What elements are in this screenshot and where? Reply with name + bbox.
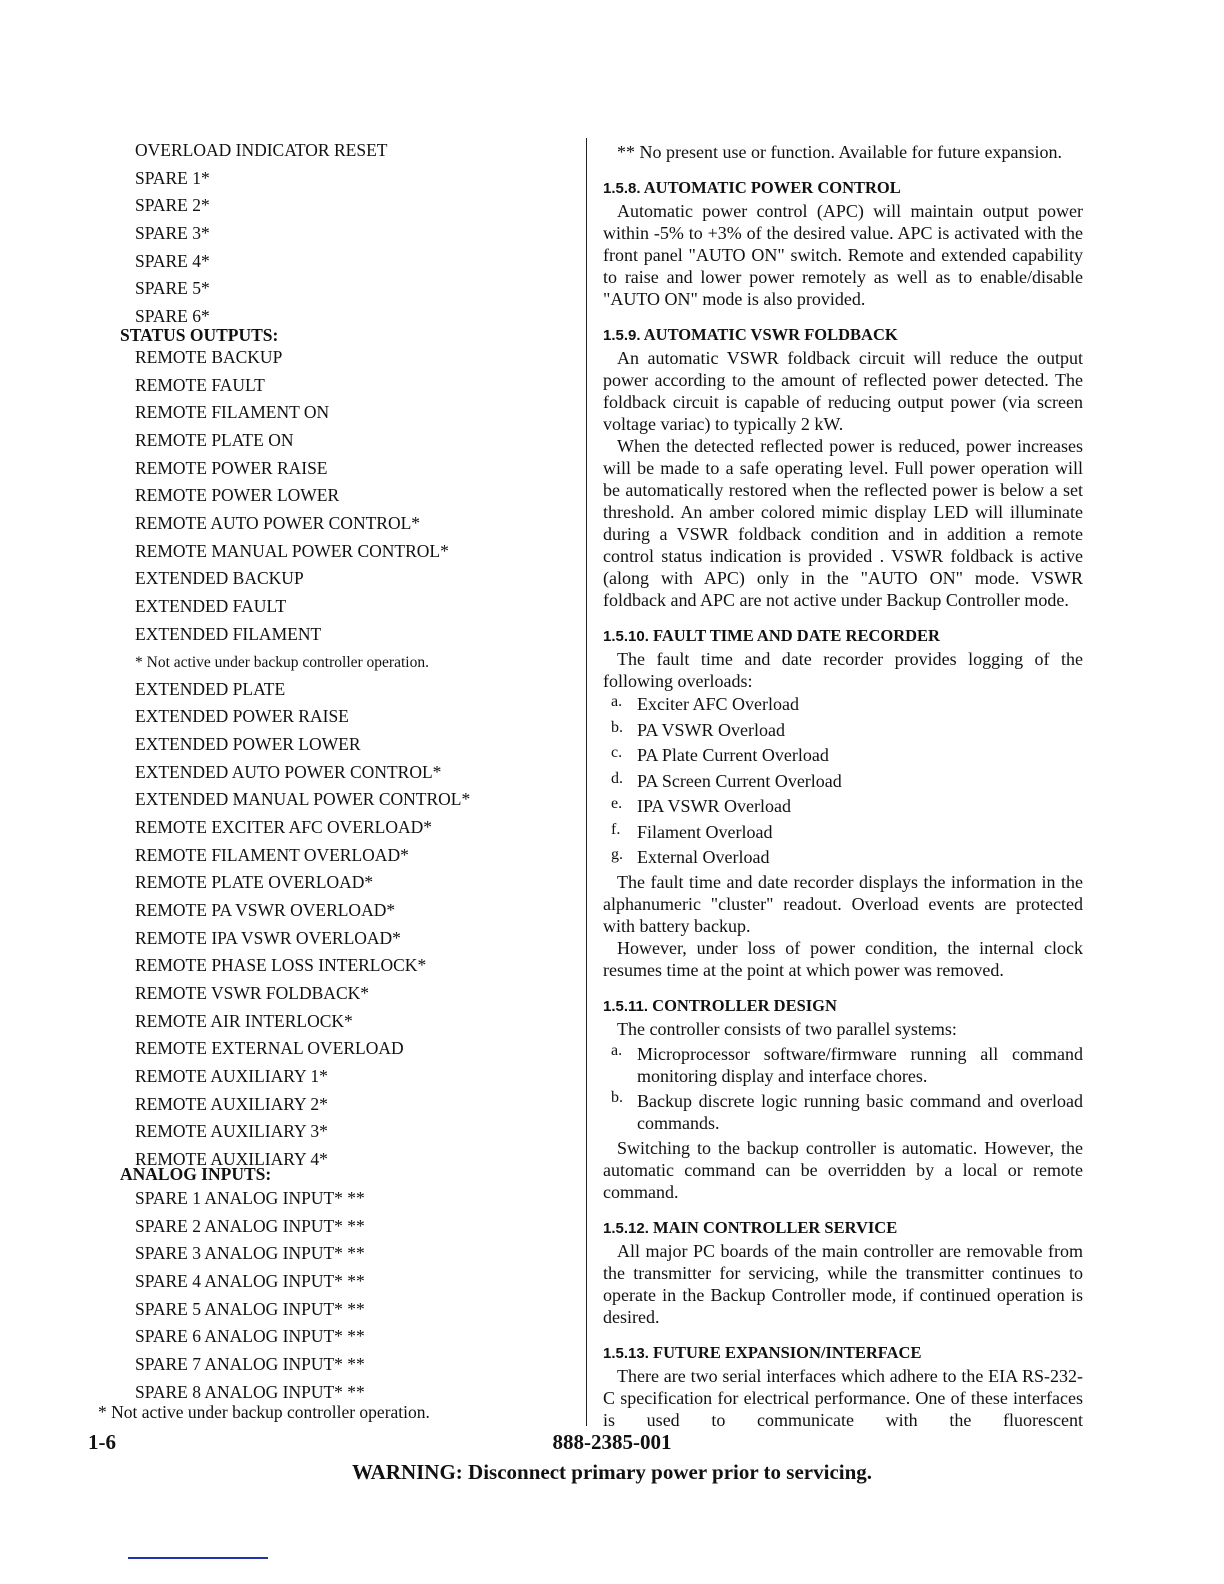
list-marker: a. xyxy=(611,1041,623,1059)
list-item: EXTENDED AUTO POWER CONTROL* xyxy=(135,761,442,782)
list-item: SPARE 6* xyxy=(135,305,210,326)
list-item: REMOTE AUXILIARY 4* xyxy=(135,1148,328,1169)
paragraph: The fault time and date recorder displays the information in the alphanumeric "cluster" readout. Overload events are protected with battery backup. xyxy=(603,871,1083,936)
list-item: SPARE 3 ANALOG INPUT* ** xyxy=(135,1243,365,1264)
list-item: REMOTE AIR INTERLOCK* xyxy=(135,1010,353,1031)
section-heading: ANALOG INPUTS: xyxy=(120,1164,272,1184)
footnote: * Not active under backup controller operation. xyxy=(98,1402,430,1422)
paragraph: There are two serial interfaces which adhere to the EIA RS-232-C specification for electrical performance. One of these interfaces is used to communicate with the fluorescent xyxy=(603,1365,1083,1430)
list-item: OVERLOAD INDICATOR RESET xyxy=(135,140,388,160)
list-item: SPARE 4 ANALOG INPUT* ** xyxy=(135,1270,365,1291)
list-item: REMOTE EXTERNAL OVERLOAD xyxy=(135,1038,404,1059)
list-item: EXTENDED BACKUP xyxy=(135,568,304,589)
list-item: REMOTE MANUAL POWER CONTROL* xyxy=(135,540,449,561)
list-item: EXTENDED POWER LOWER xyxy=(135,734,361,755)
list-text: Filament Overload xyxy=(637,821,773,842)
list-item: REMOTE AUXILIARY 2* xyxy=(135,1093,328,1114)
list-item xyxy=(603,692,1083,718)
list-item: REMOTE FILAMENT OVERLOAD* xyxy=(135,844,409,865)
list-text: Exciter AFC Overload xyxy=(637,694,799,714)
list-item: SPARE 1 ANALOG INPUT* ** xyxy=(135,1188,365,1208)
list-item: REMOTE VSWR FOLDBACK* xyxy=(135,982,370,1003)
list-item xyxy=(603,845,1083,871)
list-marker: b. xyxy=(611,718,623,736)
list-item xyxy=(603,1043,1083,1087)
list-item: SPARE 2* xyxy=(135,195,210,216)
section-heading-1-5-11: 1.5.11. CONTROLLER DESIGN xyxy=(603,995,837,1015)
list-item: REMOTE AUTO POWER CONTROL* xyxy=(135,512,421,533)
paragraph: All major PC boards of the main controller are removable from the transmitter for servicing, while the transmitter continues to operate in the Backup Controller mode, if continued operation is desired. xyxy=(603,1240,1083,1327)
list-item: REMOTE PHASE LOSS INTERLOCK* xyxy=(135,955,427,976)
list-item xyxy=(603,1090,1083,1134)
list-marker: a. xyxy=(611,693,623,710)
list-marker: c. xyxy=(611,744,623,761)
section-heading: STATUS OUTPUTS: xyxy=(120,325,279,345)
controller-systems-list xyxy=(603,1043,1083,1134)
overload-list xyxy=(603,692,1083,871)
list-item: SPARE 1* xyxy=(135,167,210,188)
document-number: 888-2385-001 xyxy=(552,1430,672,1454)
list-item: REMOTE PLATE OVERLOAD* xyxy=(135,872,374,893)
paragraph: However, under loss of power condition, the internal clock resumes time at the point at which power was removed. xyxy=(603,937,1083,980)
list-item xyxy=(603,718,1083,744)
list-item: REMOTE BACKUP xyxy=(135,347,283,367)
list-item: REMOTE AUXILIARY 1* xyxy=(135,1065,328,1086)
column-divider xyxy=(586,138,587,1426)
warning-text: WARNING: Disconnect primary power prior to servicing. xyxy=(351,1460,873,1484)
list-item: REMOTE FAULT xyxy=(135,374,265,395)
section-heading-1-5-13: 1.5.13. FUTURE EXPANSION/INTERFACE xyxy=(603,1342,922,1362)
list-item: EXTENDED POWER RAISE xyxy=(135,706,349,727)
list-item: EXTENDED PLATE xyxy=(135,678,286,699)
list-item xyxy=(603,820,1083,846)
section-heading-1-5-9: 1.5.9. AUTOMATIC VSWR FOLDBACK xyxy=(603,325,898,344)
list-item: REMOTE IPA VSWR OVERLOAD* xyxy=(135,927,401,948)
list-item: SPARE 6 ANALOG INPUT* ** xyxy=(135,1326,365,1347)
section-heading-1-5-10: 1.5.10. FAULT TIME AND DATE RECORDER xyxy=(603,626,940,645)
list-item: EXTENDED FILAMENT xyxy=(135,623,322,644)
list-marker: g. xyxy=(611,846,623,863)
list-item: SPARE 7 ANALOG INPUT* ** xyxy=(135,1353,365,1374)
list-item: REMOTE POWER LOWER xyxy=(135,485,340,506)
list-text: PA VSWR Overload xyxy=(637,719,786,740)
paragraph: Automatic power control (APC) will maintain output power within -5% to +3% of the desired value. APC is activated with the front panel "AUTO ON" switch. Remote and extended capability to raise and lower power remotely as well as to enable/disable "AUTO ON" mode is also provided. xyxy=(603,201,1083,309)
list-item: REMOTE AUXILIARY 3* xyxy=(135,1121,328,1142)
list-item: REMOTE POWER RAISE xyxy=(135,457,328,478)
list-item: REMOTE PLATE ON xyxy=(135,429,294,450)
list-item: REMOTE FILAMENT ON xyxy=(135,402,330,423)
list-marker: e. xyxy=(611,795,623,812)
paragraph: The fault time and date recorder provides logging of the following overloads: xyxy=(603,649,1083,691)
paragraph: Switching to the backup controller is automatic. However, the automatic command can be overridden by a local or remote command. xyxy=(603,1137,1083,1202)
list-item: SPARE 5* xyxy=(135,278,210,299)
list-marker: b. xyxy=(611,1088,623,1106)
list-marker: d. xyxy=(611,769,623,787)
page-number: 1-6 xyxy=(88,1430,116,1454)
list-item xyxy=(603,743,1083,769)
list-text: Microprocessor software/firmware running all command monitoring display and interface chores. xyxy=(637,1043,1083,1086)
expansion-note: ** No present use or function. Available for future expansion. xyxy=(617,142,1063,162)
list-item: SPARE 3* xyxy=(135,222,210,243)
list-text: Backup discrete logic running basic command and overload commands. xyxy=(637,1090,1083,1133)
list-item: SPARE 2 ANALOG INPUT* ** xyxy=(135,1215,365,1236)
list-text: PA Plate Current Overload xyxy=(637,745,829,765)
list-item: SPARE 4* xyxy=(135,250,210,271)
list-item: EXTENDED FAULT xyxy=(135,595,287,616)
list-item: EXTENDED MANUAL POWER CONTROL* xyxy=(135,789,471,810)
list-text: External Overload xyxy=(637,847,770,867)
footnote: * Not active under backup controller operation. xyxy=(135,654,429,672)
right-column xyxy=(603,141,1083,1431)
list-item xyxy=(603,769,1083,795)
footer-rule xyxy=(128,1557,268,1559)
section-heading-1-5-12: 1.5.12. MAIN CONTROLLER SERVICE xyxy=(603,1217,898,1237)
list-item: REMOTE PA VSWR OVERLOAD* xyxy=(135,900,396,920)
list-item: REMOTE EXCITER AFC OVERLOAD* xyxy=(135,817,433,838)
list-item xyxy=(603,794,1083,820)
paragraph: The controller consists of two parallel systems: xyxy=(617,1018,957,1039)
list-marker: f. xyxy=(611,820,621,838)
list-item: SPARE 8 ANALOG INPUT* ** xyxy=(135,1381,365,1402)
list-text: IPA VSWR Overload xyxy=(637,796,792,816)
paragraph: When the detected reflected power is reduced, power increases will be made to a safe operating level. Full power operation will be automatically restored when the reflected power is below a set threshold. An amber colored mimic display LED will illuminate during a VSWR foldback condition and in addition a remote control status indication is provided . VSWR foldback is active (along with APC) only in the "AUTO ON" mode. VSWR foldback and APC are not active under Backup Controller mode. xyxy=(603,436,1083,610)
paragraph: An automatic VSWR foldback circuit will reduce the output power according to the amount of reflected power detected. The foldback circuit is capable of reducing output power (via screen voltage variac) to typically 2 kW. xyxy=(603,348,1083,434)
list-item: SPARE 5 ANALOG INPUT* ** xyxy=(135,1298,365,1319)
list-text: PA Screen Current Overload xyxy=(637,770,842,791)
section-heading-1-5-8: 1.5.8. AUTOMATIC POWER CONTROL xyxy=(603,178,901,197)
